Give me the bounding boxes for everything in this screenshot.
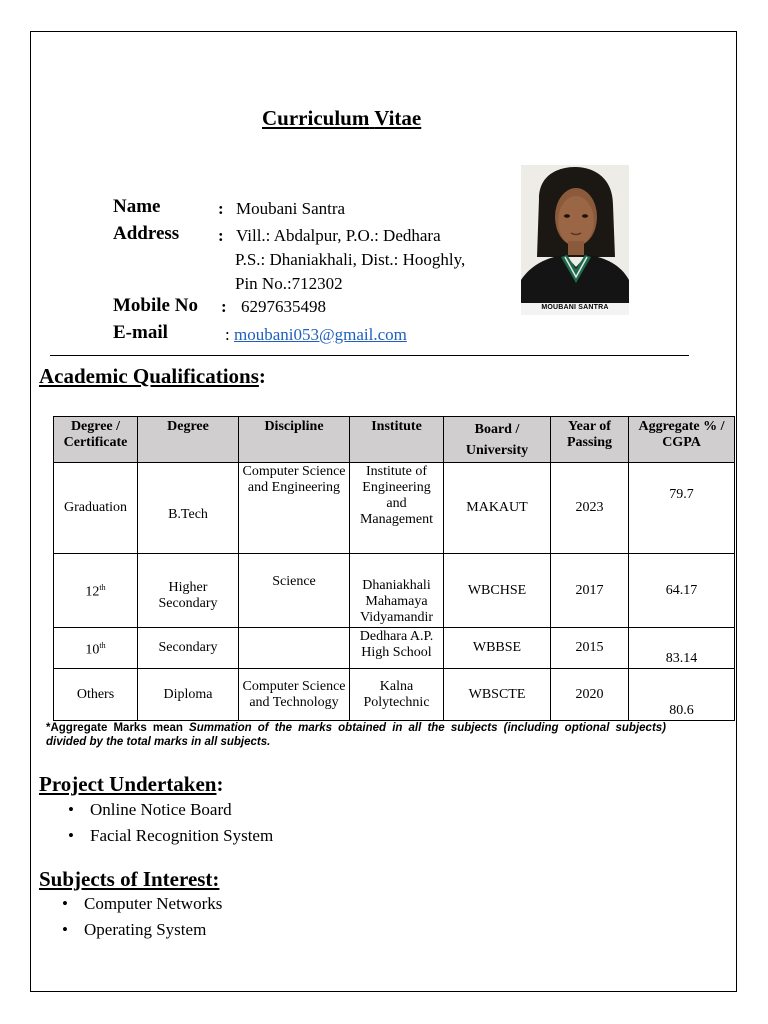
interests-list	[62, 891, 222, 943]
document-title	[262, 106, 421, 131]
cell-aggregate: 64.17	[629, 554, 735, 628]
cell-degree: Secondary	[138, 628, 239, 669]
cell-degree: B.Tech	[138, 463, 239, 554]
profile-photo	[521, 165, 629, 315]
mobile-colon: :	[221, 297, 227, 316]
name-value: Moubani Santra	[236, 199, 346, 218]
cell-level: Graduation	[54, 463, 138, 554]
cell-degree: Higher Secondary	[138, 554, 239, 628]
portrait-image	[521, 165, 629, 315]
table-row	[54, 554, 735, 628]
email-row	[225, 325, 407, 345]
col-degree-certificate: Degree / Certificate	[54, 417, 138, 463]
cell-discipline: Computer Science and Technology	[239, 669, 350, 721]
table-row	[54, 628, 735, 669]
address-label: Address	[113, 223, 180, 244]
address-colon: :	[218, 226, 224, 245]
academic-heading	[39, 364, 266, 389]
cell-discipline	[239, 628, 350, 669]
name-colon: :	[218, 199, 224, 218]
cell-institute: Institute of Engineering and Management	[350, 463, 444, 554]
projects-heading	[39, 772, 224, 797]
cell-year: 2015	[551, 628, 629, 669]
cell-board: WBCHSE	[444, 554, 551, 628]
email-link[interactable]: moubani053@gmail.com	[233, 325, 407, 344]
cell-degree: Diploma	[138, 669, 239, 721]
list-item: • Operating System	[62, 917, 222, 943]
name-label: Name	[113, 196, 161, 217]
email-colon: :	[225, 325, 230, 344]
cell-board: WBSCTE	[444, 669, 551, 721]
cell-year: 2020	[551, 669, 629, 721]
title-word-vitae: Vitae	[374, 106, 422, 130]
academic-heading-colon: :	[258, 364, 266, 388]
table-header-row	[54, 417, 735, 463]
list-item: • Facial Recognition System	[68, 823, 273, 849]
list-item: • Online Notice Board	[68, 797, 273, 823]
col-degree: Degree	[138, 417, 239, 463]
col-institute: Institute	[350, 417, 444, 463]
projects-heading-text: Project Undertaken	[39, 772, 217, 796]
address-line-2: P.S.: Dhaniakhali, Dist.: Hooghly,	[235, 250, 466, 269]
aggregate-note	[46, 721, 666, 749]
note-body: Summation of the marks obtained in all the subjects (including optional subjects) divided by the total marks in all subjects.	[46, 722, 666, 748]
cell-discipline: Science	[239, 554, 350, 628]
list-item: • Computer Networks	[62, 891, 222, 917]
col-discipline: Discipline	[239, 417, 350, 463]
mobile-label: Mobile No	[113, 295, 198, 316]
col-year: Year of Passing	[551, 417, 629, 463]
projects-heading-colon: :	[216, 772, 224, 796]
cell-level-number: 10	[85, 642, 100, 658]
table-row	[54, 669, 735, 721]
cell-aggregate: 80.6	[629, 669, 735, 721]
header-divider	[50, 355, 689, 356]
col-board: Board / University	[444, 417, 551, 463]
cell-year: 2023	[551, 463, 629, 554]
interests-heading	[39, 867, 219, 892]
address-line-3: Pin No.:712302	[235, 274, 343, 293]
cell-aggregate: 79.7	[629, 463, 735, 554]
cell-level	[54, 554, 138, 628]
address-line-1: Vill.: Abdalpur, P.O.: Dedhara	[236, 226, 441, 245]
cell-level-suffix: th	[99, 583, 106, 593]
note-lead: *Aggregate Marks mean	[46, 722, 183, 734]
academic-heading-text: Academic Qualifications	[39, 364, 259, 388]
cell-institute: Dhaniakhali Mahamaya Vidyamandir	[350, 554, 444, 628]
cell-level	[54, 628, 138, 669]
cell-board: WBBSE	[444, 628, 551, 669]
cell-board: MAKAUT	[444, 463, 551, 554]
cell-discipline: Computer Science and Engineering	[239, 463, 350, 554]
col-aggregate: Aggregate % / CGPA	[629, 417, 735, 463]
cell-aggregate: 83.14	[629, 628, 735, 669]
photo-caption: MOUBANI SANTRA	[541, 304, 609, 311]
mobile-value: 6297635498	[241, 297, 326, 316]
title-word-curriculum: Curriculum	[262, 106, 370, 130]
cell-institute: Kalna Polytechnic	[350, 669, 444, 721]
cell-level-number: 12	[85, 584, 100, 600]
cell-year: 2017	[551, 554, 629, 628]
cell-institute: Dedhara A.P. High School	[350, 628, 444, 669]
cell-level-suffix: th	[99, 640, 106, 650]
academic-table	[53, 416, 735, 721]
interests-heading-text: Subjects of Interest:	[39, 867, 220, 891]
cell-level: Others	[54, 669, 138, 721]
email-label: E-mail	[113, 322, 168, 343]
projects-list	[68, 797, 273, 849]
table-row	[54, 463, 735, 554]
